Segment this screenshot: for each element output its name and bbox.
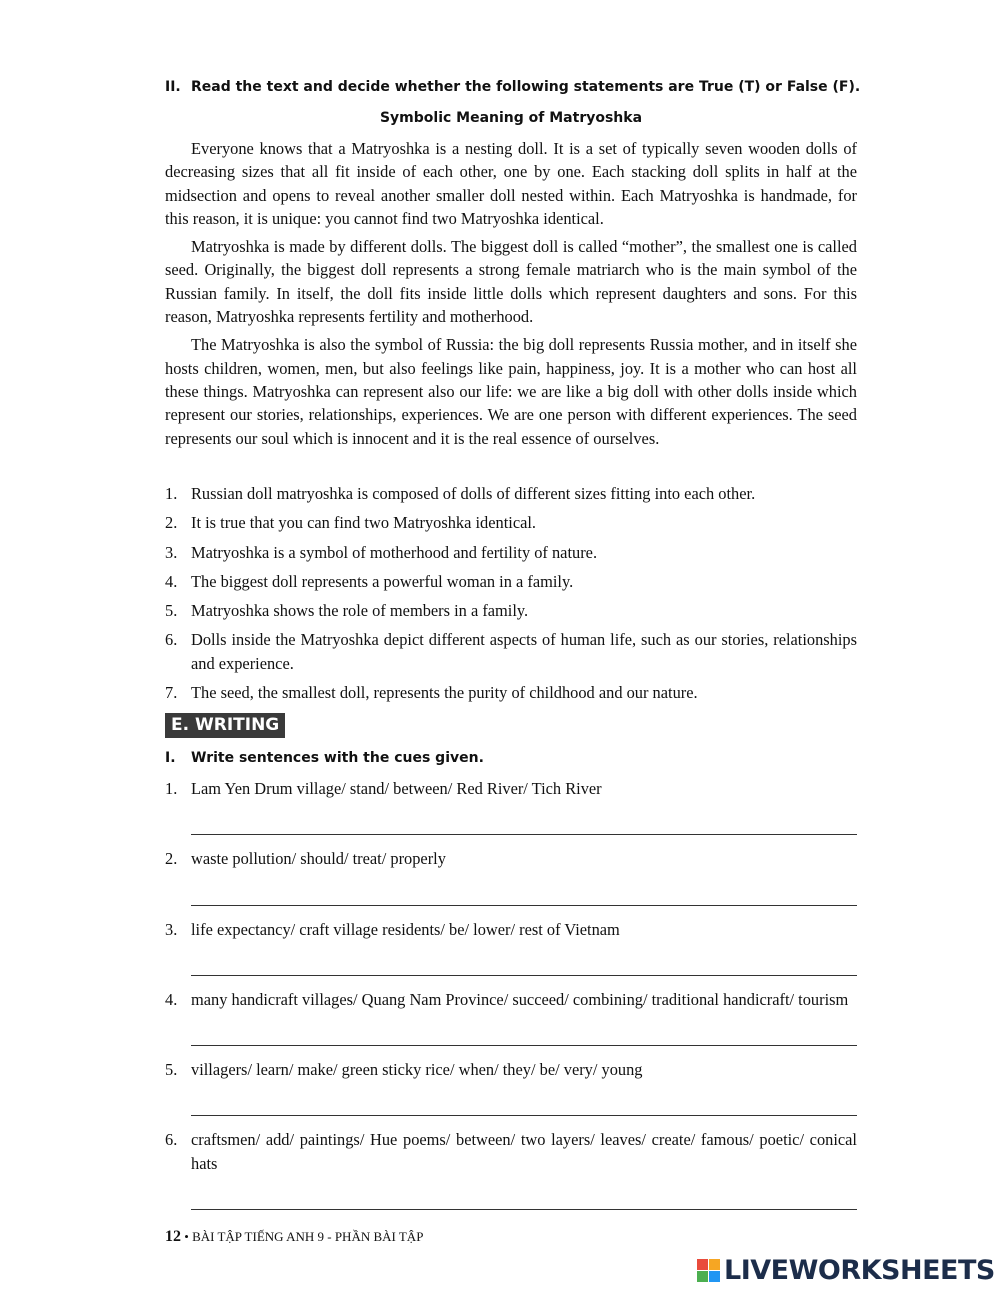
cue [165,1128,857,1175]
answer-line[interactable] [191,881,857,906]
statement-number: 3. [165,542,178,562]
cue-text: villagers/ learn/ make/ green sticky rice/ when/ they/ be/ very/ young [191,1060,643,1080]
liveworksheets-logo [697,1255,995,1286]
statement-number: 2. [165,513,178,533]
cue [165,1058,857,1081]
page-number: 12 [165,1228,181,1245]
book-title: BÀI TẬP TIẾNG ANH 9 - PHẦN BÀI TẬP [192,1229,424,1244]
answer-line[interactable] [191,810,857,835]
cue-text: many handicraft villages/ Quang Nam Province/ succeed/ combining/ traditional handicraft/ tourism [191,989,849,1009]
cue-number: 3. [165,919,178,939]
cue-text: Lam Yen Drum village/ stand/ between/ Red River/ Tich River [191,779,602,798]
passage-title: Symbolic Meaning of Matryoshka [379,110,643,126]
statement-item [165,628,857,675]
cue-number: 5. [165,1060,178,1080]
cue-number: 6. [165,1130,178,1150]
cue [165,847,857,870]
statement-number: 1. [165,484,178,503]
statement-text: Dolls inside the Matryoshka depict different aspects of human life, such as our stories, relationships and experience. [191,630,857,673]
statement-text: The seed, the smallest doll, represents the purity of childhood and our nature. [191,683,698,703]
writing-item [165,918,857,976]
writing-item [165,1128,857,1210]
writing-item [165,777,857,835]
passage-paragraph-3: The Matryoshka is also the symbol of Russia: the big doll represents Russia mother, and in itself she hosts children, women, men, but also feelings like pain, happiness, joy. It is a mother who can host all these things. Matryoshka can represent also our life: we are like a big doll with other dolls inside which represent our stories, relationships, experiences. We are one person with different experiences. The seed represents our soul which is innocent and it is the real essence of ourselves. [165,335,857,448]
cue-text: life expectancy/ craft village residents/ be/ lower/ rest of Vietnam [191,919,620,939]
true-false-statements [165,482,857,710]
answer-line[interactable] [191,1021,857,1046]
statement-text: Russian doll matryoshka is composed of dolls of different sizes fitting into each other. [191,484,756,503]
statement-item [165,541,857,564]
reading-passage [165,137,857,455]
writing-cues-list [165,777,857,1222]
section-two-instruction: Read the text and decide whether the following statements are True (T) or False (F). [191,79,861,95]
statement-text: Matryoshka shows the role of members in a family. [191,601,529,621]
cue [165,918,857,941]
passage-paragraph-1: Everyone knows that a Matryoshka is a nesting doll. It is a set of typically seven wooden dolls of decreasing sizes that all fit inside of each other, one by one. Each stacking doll splits in half at the midsection and opens to reveal another smaller doll nested within. Each Matryoshka is handmade, for this reason, it is unique: you cannot find two Matryoshka identical. [165,139,857,228]
statement-item [165,570,857,593]
writing-item [165,988,857,1046]
logo-square [709,1271,720,1282]
section-two-number: II. [165,79,181,95]
answer-line[interactable] [191,1185,857,1210]
writing-item [165,847,857,905]
statement-item [165,511,857,534]
writing-sub-heading [165,750,484,766]
cue [165,988,857,1011]
logo-square [709,1259,720,1270]
statement-item [165,482,857,505]
writing-sub-instruction: Write sentences with the cues given. [191,750,484,766]
answer-line[interactable] [191,951,857,976]
statement-text: Matryoshka is a symbol of motherhood and fertility of nature. [191,542,598,562]
writing-section-badge: E. WRITING [165,713,285,738]
statement-number: 4. [165,571,178,591]
cue [165,777,857,800]
liveworksheets-icon [697,1259,720,1282]
cue-number: 4. [165,989,178,1009]
statement-item [165,681,857,704]
brand-name: LIVEWORKSHEETS [724,1255,995,1286]
writing-sub-number: I. [165,750,176,766]
logo-square [697,1259,708,1270]
writing-item [165,1058,857,1116]
statement-number: 5. [165,601,178,621]
page-footer [165,1228,423,1246]
statement-number: 6. [165,630,178,650]
cue-text: waste pollution/ should/ treat/ properly [191,849,446,869]
cue-number: 2. [165,849,178,869]
footer-bullet: • [184,1229,189,1244]
cue-text: craftsmen/ add/ paintings/ Hue poems/ between/ two layers/ leaves/ create/ famous/ poetic/ conical hats [191,1130,857,1173]
statement-text: It is true that you can find two Matryoshka identical. [191,513,537,533]
section-two-heading [165,79,860,95]
statement-number: 7. [165,683,178,703]
statement-text: The biggest doll represents a powerful woman in a family. [191,571,574,591]
cue-number: 1. [165,779,178,798]
passage-paragraph-2: Matryoshka is made by different dolls. The biggest doll is called “mother”, the smallest one is called seed. Originally, the biggest doll represents a strong female matriarch who is the main symbol of the Russian family. In itself, the doll fits inside little dolls which represent daughters and sons. For this reason, Matryoshka represents fertility and motherhood. [165,237,857,327]
statement-item [165,599,857,622]
answer-line[interactable] [191,1091,857,1116]
logo-square [697,1271,708,1282]
